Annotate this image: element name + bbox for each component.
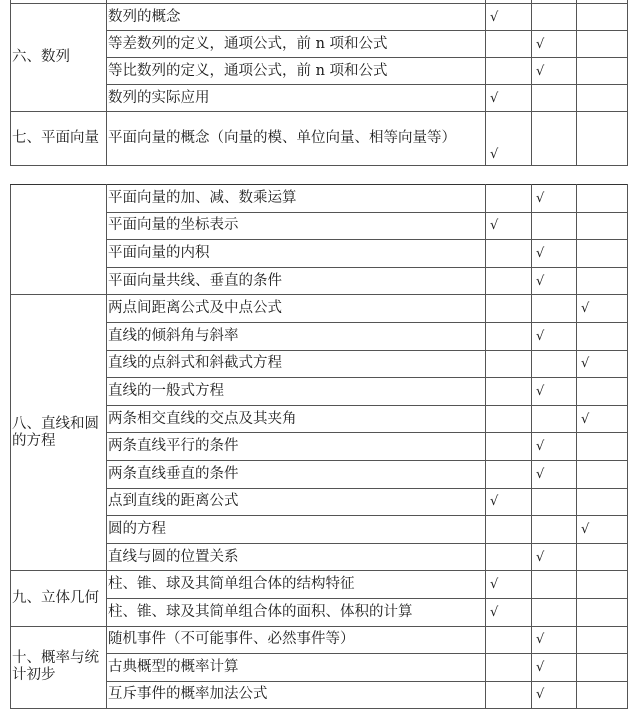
item-cell: 圆的方程 xyxy=(107,516,486,544)
level-check-cell-3 xyxy=(577,378,628,406)
item-cell: 等比数列的定义，通项公式，前 n 项和公式 xyxy=(107,58,486,85)
level-check-cell-2: √ xyxy=(532,654,577,682)
level-check-cell-1 xyxy=(486,322,532,350)
item-cell: 两点间距离公式及中点公式 xyxy=(107,295,486,323)
item-cell: 直线的一般式方程 xyxy=(107,378,486,406)
level-check-cell-2 xyxy=(532,516,577,544)
level-check-cell-1 xyxy=(486,626,532,654)
level-check-cell-1 xyxy=(486,543,532,571)
item-cell: 直线的倾斜角与斜率 xyxy=(107,322,486,350)
table-row xyxy=(11,4,628,31)
item-cell: 柱、锥、球及其简单组合体的结构特征 xyxy=(107,571,486,599)
topic-cell: 十、概率与统计初步 xyxy=(11,626,107,709)
level-check-cell-3 xyxy=(577,322,628,350)
table-row xyxy=(11,295,628,323)
level-check-cell-2: √ xyxy=(532,460,577,488)
level-check-cell-3 xyxy=(577,185,628,213)
level-check-cell-3 xyxy=(577,433,628,461)
level-check-cell-3: √ xyxy=(577,350,628,378)
level-check-cell-3: √ xyxy=(577,405,628,433)
item-cell: 两条直线垂直的条件 xyxy=(107,460,486,488)
level-check-cell-3 xyxy=(577,626,628,654)
level-check-cell-3 xyxy=(577,654,628,682)
level-check-cell-2 xyxy=(532,4,577,31)
level-check-cell-3 xyxy=(577,240,628,268)
item-cell: 两条相交直线的交点及其夹角 xyxy=(107,405,486,433)
level-check-cell-2 xyxy=(532,405,577,433)
level-check-cell-1 xyxy=(486,295,532,323)
syllabus-table-part-2 xyxy=(10,184,628,709)
topic-cell: 八、直线和圆的方程 xyxy=(11,295,107,571)
level-check-cell-3: √ xyxy=(577,516,628,544)
level-check-cell-1 xyxy=(486,185,532,213)
level-check-cell-2: √ xyxy=(532,378,577,406)
level-check-cell-1 xyxy=(486,240,532,268)
level-check-cell-3 xyxy=(577,267,628,295)
topic-cell xyxy=(11,185,107,295)
table-row xyxy=(11,185,628,213)
level-check-cell-3 xyxy=(577,31,628,58)
level-check-cell-1: √ xyxy=(486,488,532,516)
level-check-cell-2: √ xyxy=(532,626,577,654)
level-check-cell-1 xyxy=(486,405,532,433)
syllabus-table-part-1 xyxy=(10,0,628,166)
level-check-cell-1: √ xyxy=(486,4,532,31)
item-cell: 数列的实际应用 xyxy=(107,85,486,112)
item-cell: 两条直线平行的条件 xyxy=(107,433,486,461)
level-check-cell-2 xyxy=(532,598,577,626)
level-check-cell-1 xyxy=(486,681,532,709)
level-check-cell-3 xyxy=(577,112,628,166)
level-check-cell-1 xyxy=(486,267,532,295)
topic-cell: 九、立体几何 xyxy=(11,571,107,626)
level-check-cell-3 xyxy=(577,488,628,516)
level-check-cell-3 xyxy=(577,212,628,240)
item-cell: 平面向量的加、减、数乘运算 xyxy=(107,185,486,213)
level-check-cell-2 xyxy=(532,112,577,166)
level-check-cell-2: √ xyxy=(532,267,577,295)
level-check-cell-3 xyxy=(577,681,628,709)
level-check-cell-2: √ xyxy=(532,31,577,58)
item-cell: 随机事件（不可能事件、必然事件等） xyxy=(107,626,486,654)
level-check-cell-2 xyxy=(532,350,577,378)
level-check-cell-3 xyxy=(577,571,628,599)
table-row xyxy=(11,112,628,166)
level-check-cell-2 xyxy=(532,488,577,516)
level-check-cell-1 xyxy=(486,654,532,682)
level-check-cell-2: √ xyxy=(532,433,577,461)
level-check-cell-2: √ xyxy=(532,185,577,213)
table-row xyxy=(11,626,628,654)
level-check-cell-3 xyxy=(577,598,628,626)
level-check-cell-1 xyxy=(486,31,532,58)
item-cell: 等差数列的定义，通项公式，前 n 项和公式 xyxy=(107,31,486,58)
level-check-cell-2 xyxy=(532,571,577,599)
item-cell: 直线与圆的位置关系 xyxy=(107,543,486,571)
level-check-cell-3 xyxy=(577,4,628,31)
item-cell: 平面向量的概念（向量的模、单位向量、相等向量等） xyxy=(107,112,486,166)
level-check-cell-3 xyxy=(577,58,628,85)
item-cell: 互斥事件的概率加法公式 xyxy=(107,681,486,709)
level-check-cell-1: √ xyxy=(486,85,532,112)
level-check-cell-1: √ xyxy=(486,112,532,166)
level-check-cell-3 xyxy=(577,85,628,112)
level-check-cell-1: √ xyxy=(486,598,532,626)
item-cell: 数列的概念 xyxy=(107,4,486,31)
level-check-cell-1 xyxy=(486,460,532,488)
level-check-cell-2 xyxy=(532,295,577,323)
level-check-cell-3 xyxy=(577,543,628,571)
level-check-cell-1 xyxy=(486,516,532,544)
level-check-cell-3 xyxy=(577,460,628,488)
level-check-cell-1 xyxy=(486,433,532,461)
item-cell: 平面向量的内积 xyxy=(107,240,486,268)
item-cell: 古典概型的概率计算 xyxy=(107,654,486,682)
level-check-cell-1: √ xyxy=(486,212,532,240)
level-check-cell-2: √ xyxy=(532,58,577,85)
item-cell: 平面向量的坐标表示 xyxy=(107,212,486,240)
level-check-cell-2: √ xyxy=(532,322,577,350)
level-check-cell-1: √ xyxy=(486,571,532,599)
level-check-cell-2: √ xyxy=(532,543,577,571)
level-check-cell-1 xyxy=(486,350,532,378)
level-check-cell-2: √ xyxy=(532,681,577,709)
item-cell: 点到直线的距离公式 xyxy=(107,488,486,516)
item-cell: 平面向量共线、垂直的条件 xyxy=(107,267,486,295)
item-cell: 直线的点斜式和斜截式方程 xyxy=(107,350,486,378)
level-check-cell-1 xyxy=(486,58,532,85)
item-cell: 柱、锥、球及其简单组合体的面积、体积的计算 xyxy=(107,598,486,626)
topic-cell: 六、数列 xyxy=(11,4,107,112)
topic-cell: 七、平面向量 xyxy=(11,112,107,166)
level-check-cell-1 xyxy=(486,378,532,406)
level-check-cell-3: √ xyxy=(577,295,628,323)
level-check-cell-2: √ xyxy=(532,240,577,268)
level-check-cell-2 xyxy=(532,212,577,240)
level-check-cell-2 xyxy=(532,85,577,112)
table-row xyxy=(11,571,628,599)
